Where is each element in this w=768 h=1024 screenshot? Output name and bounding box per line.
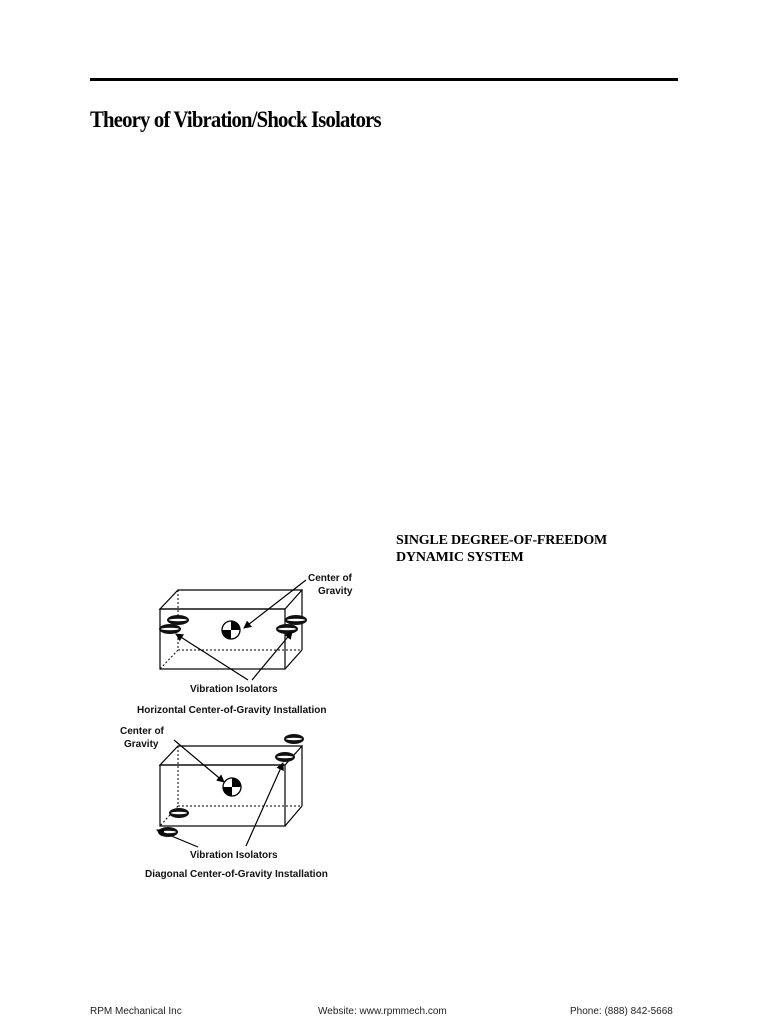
caption-diagonal-installation: Diagonal Center-of-Gravity Installation <box>145 869 328 880</box>
isolator-mount-icon <box>284 734 304 744</box>
page-title: Theory of Vibration/Shock Isolators <box>90 107 381 132</box>
footer-company: RPM Mechanical Inc <box>90 1006 182 1017</box>
section-heading-line2: DYNAMIC SYSTEM <box>396 550 524 565</box>
label-center-of-gravity-line2: Gravity <box>318 586 353 597</box>
horizontal-cog-diagram <box>137 573 353 716</box>
label-center-of-gravity-line2: Gravity <box>124 739 159 750</box>
section-heading-line1: SINGLE DEGREE-OF-FREEDOM <box>396 533 608 548</box>
center-of-gravity-icon <box>223 778 241 796</box>
isolator-mount-icon <box>275 752 295 762</box>
label-center-of-gravity-line1: Center of <box>308 573 352 584</box>
center-of-gravity-icon <box>222 621 240 639</box>
caption-horizontal-installation: Horizontal Center-of-Gravity Installation <box>137 705 327 716</box>
footer-phone: Phone: (888) 842-5668 <box>570 1006 673 1017</box>
label-center-of-gravity-line1: Center of <box>120 726 164 737</box>
diagonal-cog-diagram <box>120 726 328 880</box>
label-vibration-isolators: Vibration Isolators <box>190 850 278 861</box>
isolator-mount-icon <box>169 808 189 818</box>
isolator-mount-icon <box>159 615 189 634</box>
label-vibration-isolators: Vibration Isolators <box>190 684 278 695</box>
footer-website: Website: www.rpmmech.com <box>318 1006 447 1017</box>
